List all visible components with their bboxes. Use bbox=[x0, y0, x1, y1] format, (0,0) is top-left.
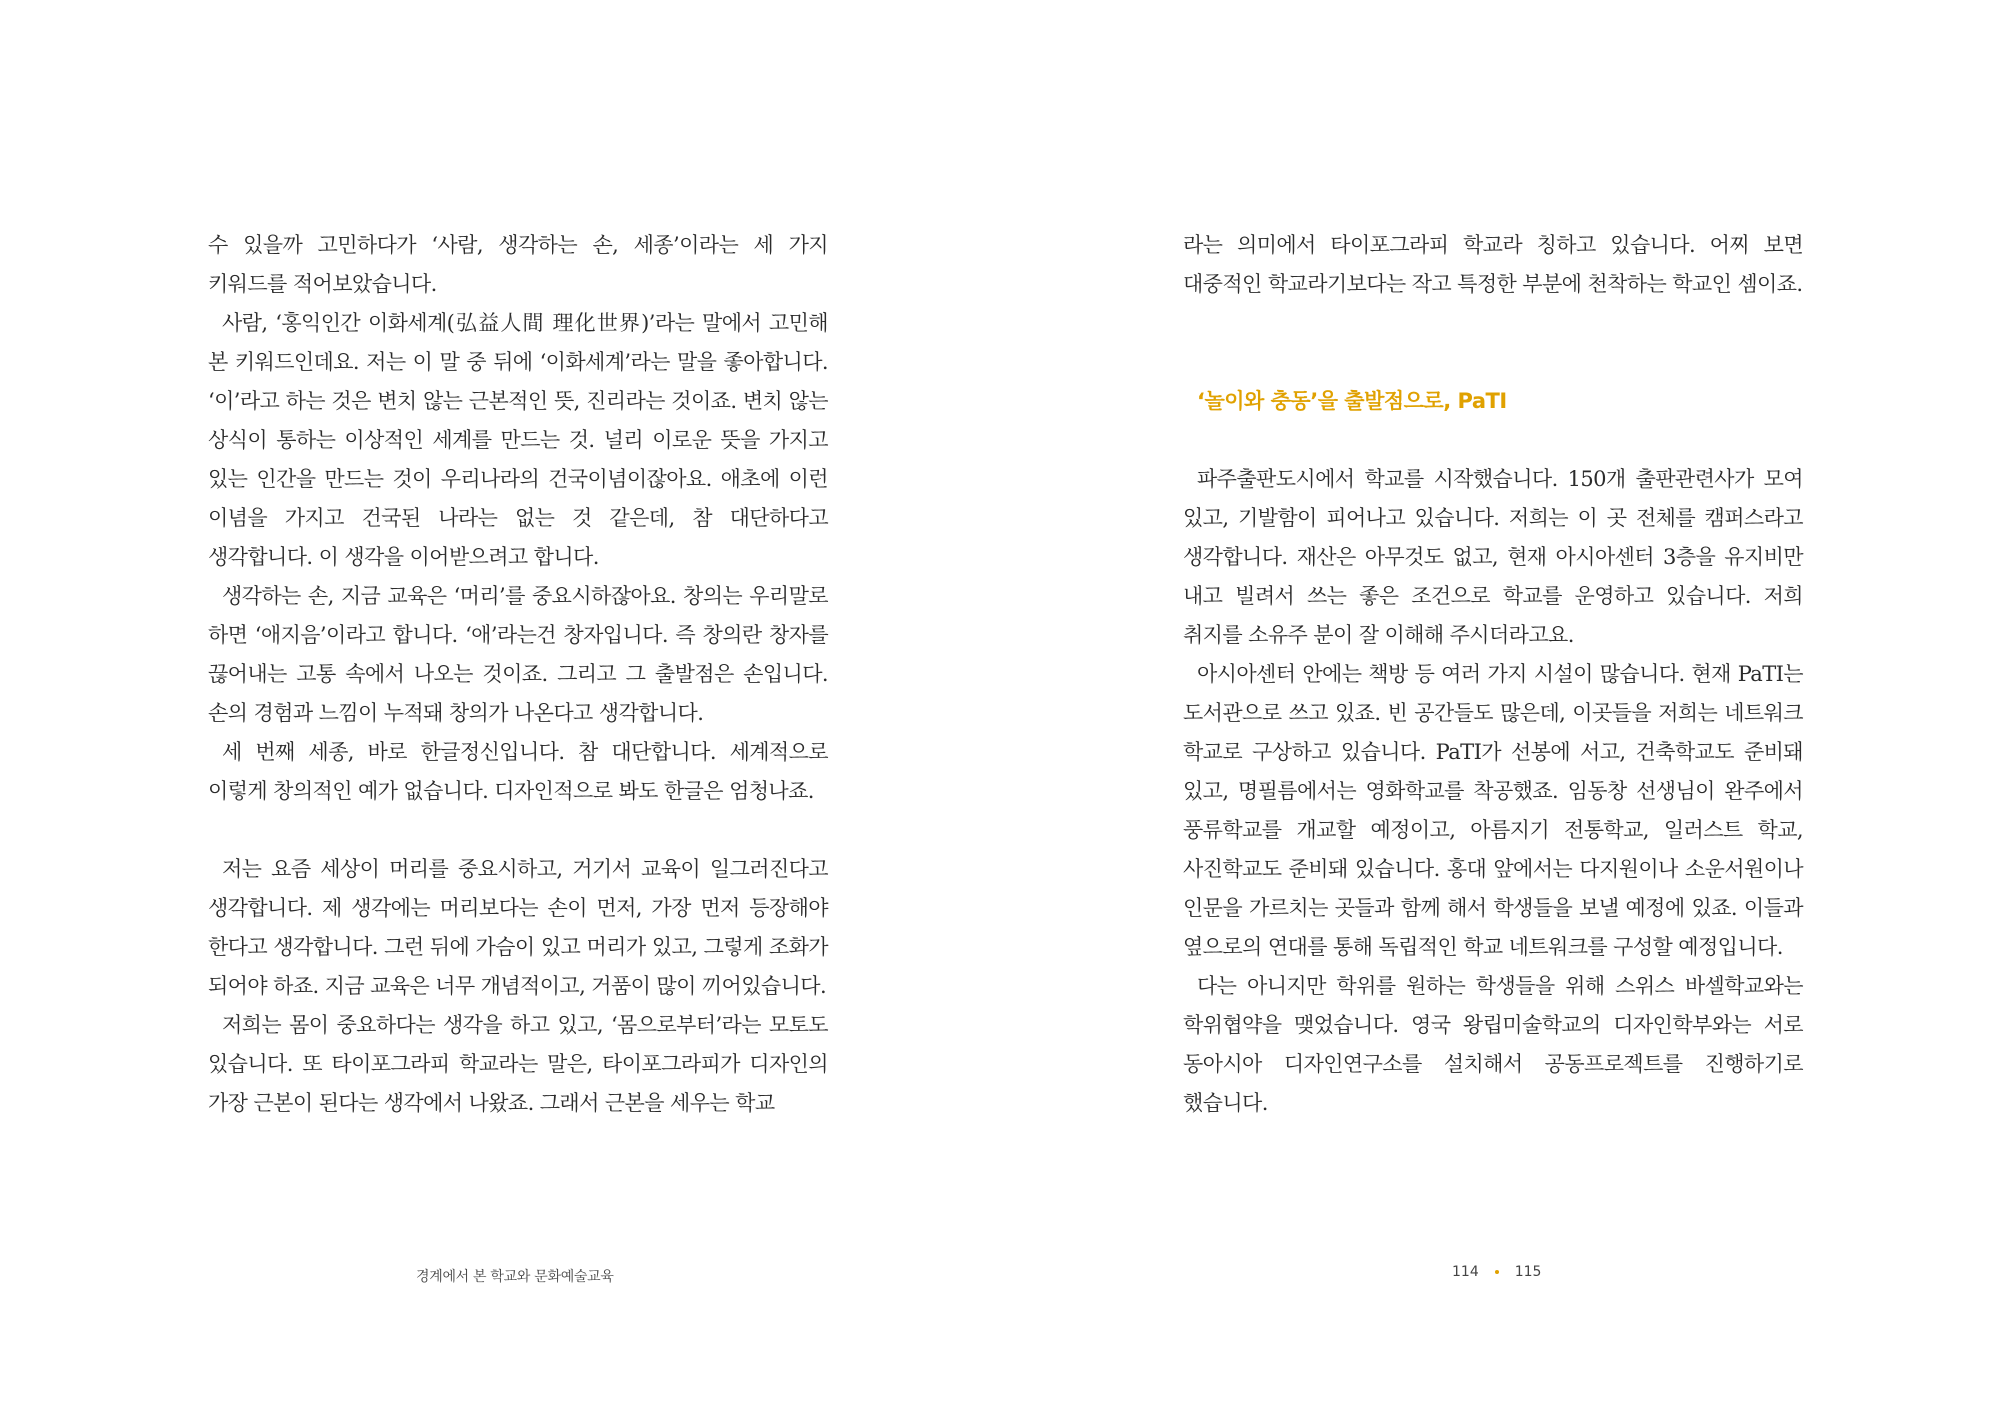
right-page-body bbox=[1183, 226, 1803, 1123]
page-number-left: 114 bbox=[1452, 1264, 1479, 1280]
body-paragraph: 수 있을까 고민하다가 ‘사람, 생각하는 손, 세종’이라는 세 가지 키워드를 적어보았습니다. bbox=[208, 233, 828, 296]
page-number-right: 115 bbox=[1514, 1264, 1542, 1280]
page-numbers bbox=[1452, 1264, 1541, 1280]
page-separator-dot-icon bbox=[1495, 1270, 1499, 1274]
body-paragraph: 파주출판도시에서 학교를 시작했습니다. 150개 출판관련사가 모여 있고, 기발함이 피어나고 있습니다. 저희는 이 곳 전체를 캠퍼스라고 생각합니다. 재산은 아무것도 없고, 현재 아시아센터 3층을 유지비만 내고 빌려서 쓰는 좋은 조건으로 학교를 운영하고 있습니다. 저희 취지를 소유주 분이 잘 이해해 주시더라고요. bbox=[1183, 467, 1803, 647]
body-paragraph: 사람, ‘홍익인간 이화세계(弘益人間 理化世界)’라는 말에서 고민해 본 키워드인데요. 저는 이 말 중 뒤에 ‘이화세계’라는 말을 좋아합니다. ‘이’라고 하는 것은 변치 않는 근본적인 뜻, 진리라는 것이죠. 변치 않는 상식이 통하는 이상적인 세계를 만드는 것. 널리 이로운 뜻을 가지고 있는 인간을 만드는 것이 우리나라의 건국이념이잖아요. 애초에 이런 이념을 가지고 건국된 나라는 없는 것 같은데, 참 대단하다고 생각합니다. 이 생각을 이어받으려고 합니다. bbox=[208, 311, 828, 569]
body-paragraph: 저희는 몸이 중요하다는 생각을 하고 있고, ‘몸으로부터’라는 모토도 있습니다. 또 타이포그라피 학교라는 말은, 타이포그라피가 디자인의 가장 근본이 된다는 생각에서 나왔죠. 그래서 근본을 세우는 학교 bbox=[208, 1013, 828, 1115]
section-spacer bbox=[1183, 304, 1803, 382]
body-paragraph: 다는 아니지만 학위를 원하는 학생들을 위해 스위스 바셀학교와는 학위협약을 맺었습니다. 영국 왕립미술학교의 디자인학부와는 서로 동아시아 디자인연구소를 설치해서 공동프로젝트를 진행하기로 했습니다. bbox=[1183, 974, 1803, 1115]
body-paragraph: 아시아센터 안에는 책방 등 여러 가지 시설이 많습니다. 현재 PaTI는 도서관으로 쓰고 있죠. 빈 공간들도 많은데, 이곳들을 저희는 네트워크 학교로 구상하고 있습니다. PaTI가 선봉에 서고, 건축학교도 준비돼 있고, 명필름에서는 영화학교를 착공했죠. 임동창 선생님이 완주에서 풍류학교를 개교할 예정이고, 아름지기 전통학교, 일러스트 학교, 사진학교도 준비돼 있습니다. 홍대 앞에서는 다지원이나 소운서원이나 인문을 가르치는 곳들과 함께 해서 학생들을 보낼 예정에 있죠. 이들과 옆으로의 연대를 통해 독립적인 학교 네트워크를 구성할 예정입니다. bbox=[1183, 662, 1803, 959]
body-paragraph: 저는 요즘 세상이 머리를 중요시하고, 거기서 교육이 일그러진다고 생각합니다. 제 생각에는 머리보다는 손이 먼저, 가장 먼저 등장해야 한다고 생각합니다. 그런 뒤에 가슴이 있고 머리가 있고, 그렇게 조화가 되어야 하죠. 지금 교육은 너무 개념적이고, 거품이 많이 끼어있습니다. bbox=[208, 857, 828, 998]
body-paragraph: 라는 의미에서 타이포그라피 학교라 칭하고 있습니다. 어찌 보면 대중적인 학교라기보다는 작고 특정한 부분에 천착하는 학교인 셈이죠. bbox=[1183, 233, 1803, 296]
left-page-body bbox=[208, 226, 828, 1123]
section-heading: ‘놀이와 충동’을 출발점으로, PaTI bbox=[1197, 389, 1507, 413]
right-page bbox=[1000, 0, 2000, 1413]
paragraph-spacer bbox=[208, 811, 828, 850]
running-footer-title: 경계에서 본 학교와 문화예술교육 bbox=[416, 1269, 614, 1285]
body-paragraph: 생각하는 손, 지금 교육은 ‘머리’를 중요시하잖아요. 창의는 우리말로 하면 ‘애지음’이라고 합니다. ‘애’라는건 창자입니다. 즉 창의란 창자를 끊어내는 고통 속에서 나오는 것이죠. 그리고 그 출발점은 손입니다. 손의 경험과 느낌이 누적돼 창의가 나온다고 생각합니다. bbox=[208, 584, 828, 725]
body-paragraph: 세 번째 세종, 바로 한글정신입니다. 참 대단합니다. 세계적으로 이렇게 창의적인 예가 없습니다. 디자인적으로 봐도 한글은 엄청나죠. bbox=[208, 740, 828, 803]
section-spacer bbox=[1183, 421, 1803, 460]
